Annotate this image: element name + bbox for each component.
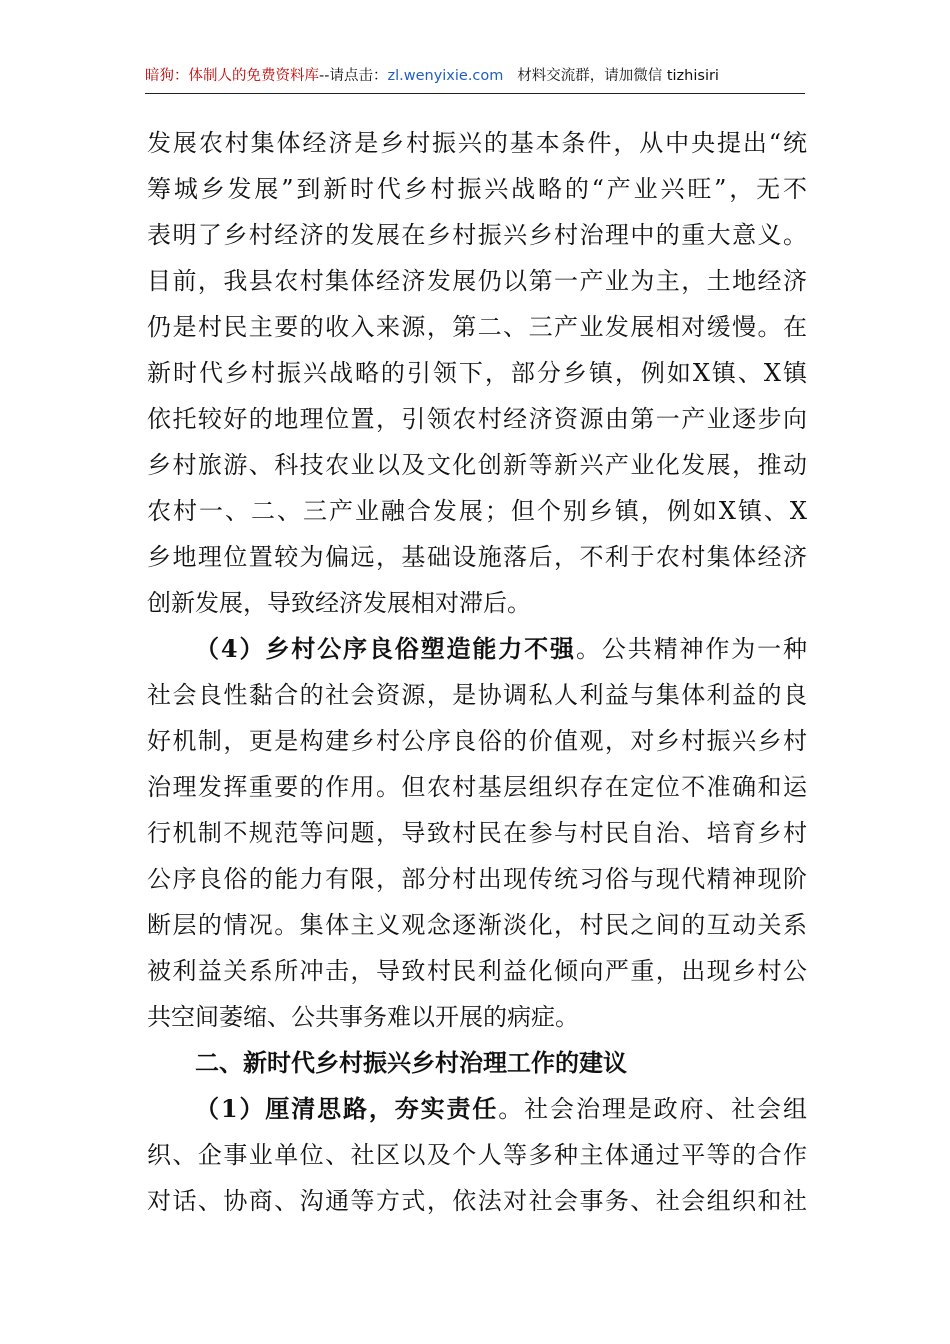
section-heading: 二、新时代乡村振兴乡村治理工作的建议 bbox=[195, 1049, 627, 1077]
para1-line: 乡地理位置较为偏远，基础设施落后，不利于农村集体经济 bbox=[147, 543, 807, 571]
para1-line: 筹城乡发展”到新时代乡村振兴战略的“产业兴旺”，无不 bbox=[147, 175, 807, 203]
para3-title: （1）厘清思路，夯实责任 bbox=[195, 1094, 499, 1123]
header-site-name: 暗狗：体制人的免费资料库 bbox=[145, 68, 319, 84]
para2-title: （4）乡村公序良俗塑造能力不强 bbox=[195, 634, 576, 663]
para1-line: 依托较好的地理位置，引领农村经济资源由第一产业逐步向 bbox=[147, 405, 807, 433]
para1-line: 新时代乡村振兴战略的引领下，部分乡镇，例如X镇、X镇 bbox=[147, 359, 807, 387]
para2-first-line bbox=[195, 634, 807, 664]
header-wechat: 材料交流群，请加微信 tizhisiri bbox=[517, 68, 719, 84]
para2-line: 公序良俗的能力有限，部分村出现传统习俗与现代精神现阶 bbox=[147, 865, 807, 893]
para3-line: 织、企事业单位、社区以及个人等多种主体通过平等的合作 bbox=[147, 1141, 807, 1169]
para2-line: 好机制，更是构建乡村公序良俗的价值观，对乡村振兴乡村 bbox=[147, 727, 807, 755]
header-link[interactable]: zl.wenyixie.com bbox=[387, 68, 504, 84]
header-divider bbox=[145, 93, 805, 94]
para3-first-line bbox=[195, 1094, 807, 1124]
para3-first-rest: 。社会治理是政府、社会组 bbox=[498, 1095, 808, 1123]
para1-line: 表明了乡村经济的发展在乡村振兴乡村治理中的重大意义。 bbox=[147, 221, 807, 249]
para1-line: 目前，我县农村集体经济发展仍以第一产业为主，土地经济 bbox=[147, 267, 807, 295]
header-prompt: --请点击： bbox=[319, 68, 388, 84]
para2-first-rest: 。公共精神作为一种 bbox=[575, 635, 807, 663]
para1-line: 创新发展，导致经济发展相对滞后。 bbox=[147, 589, 531, 617]
para1-line: 仍是村民主要的收入来源，第二、三产业发展相对缓慢。在 bbox=[147, 313, 807, 341]
para3-line: 对话、协商、沟通等方式，依法对社会事务、社会组织和社 bbox=[147, 1187, 807, 1215]
para2-line: 治理发挥重要的作用。但农村基层组织存在定位不准确和运 bbox=[147, 773, 807, 801]
para2-line: 行机制不规范等问题，导致村民在参与村民自治、培育乡村 bbox=[147, 819, 807, 847]
para2-line: 被利益关系所冲击，导致村民利益化倾向严重，出现乡村公 bbox=[147, 957, 807, 985]
para1-line: 乡村旅游、科技农业以及文化创新等新兴产业化发展，推动 bbox=[147, 451, 807, 479]
para2-line: 共空间萎缩、公共事务难以开展的病症。 bbox=[147, 1003, 579, 1031]
para2-line: 社会良性黏合的社会资源，是协调私人利益与集体利益的良 bbox=[147, 681, 807, 709]
para2-line: 断层的情况。集体主义观念逐渐淡化，村民之间的互动关系 bbox=[147, 911, 807, 939]
para1-line: 发展农村集体经济是乡村振兴的基本条件，从中央提出“统 bbox=[147, 129, 807, 157]
para1-line: 农村一、二、三产业融合发展；但个别乡镇，例如X镇、X bbox=[147, 497, 807, 525]
document-header bbox=[145, 66, 805, 86]
